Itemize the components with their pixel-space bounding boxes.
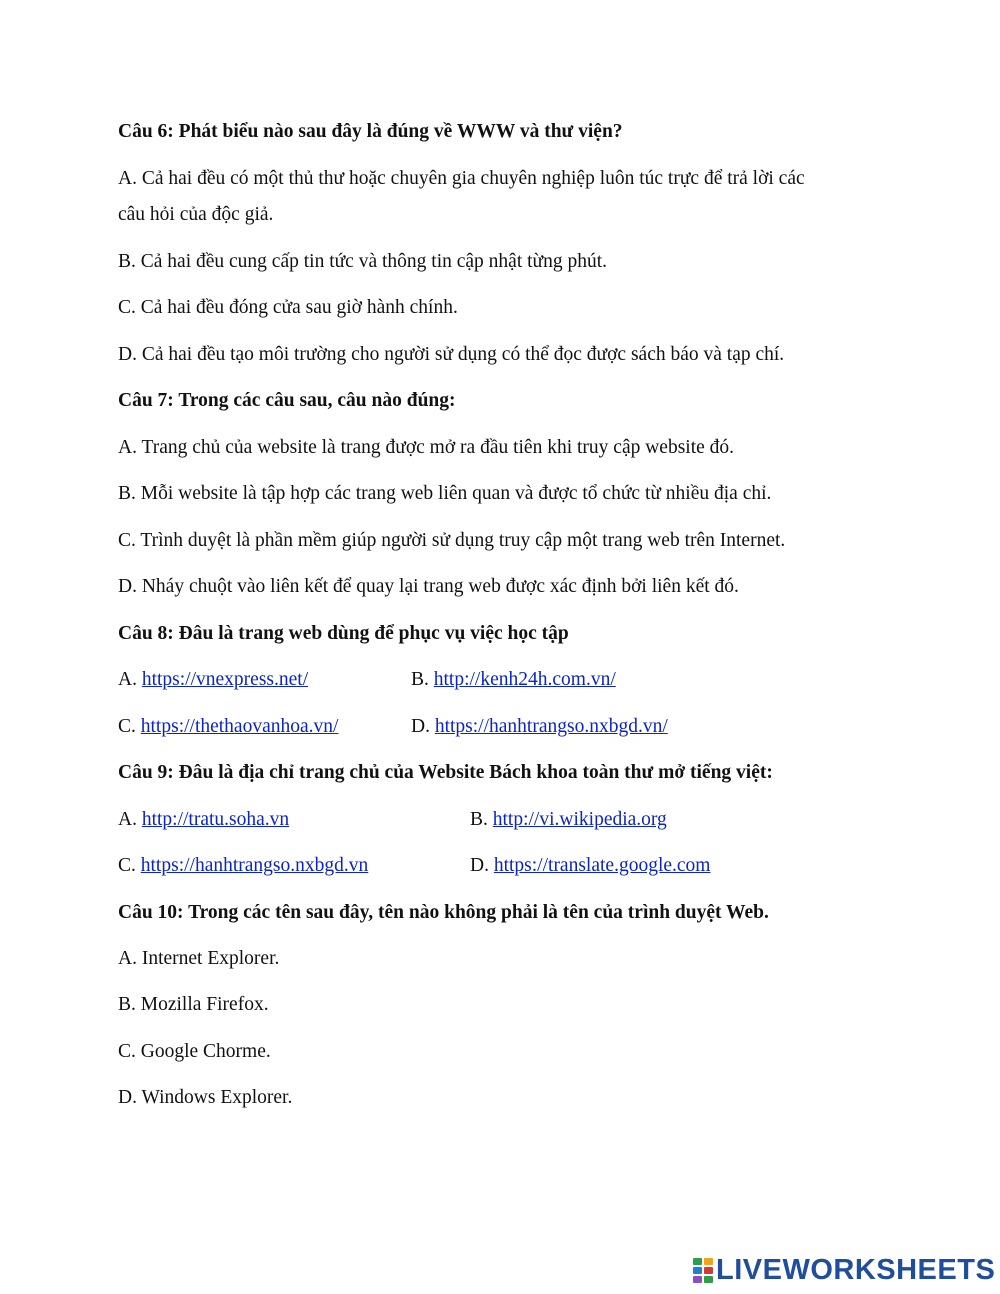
- question-6-option-a-cont: câu hỏi của độc giả.: [118, 204, 274, 225]
- question-9-title: Câu 9: Đâu là địa chỉ trang chủ của Website Bách khoa toàn thư mở tiếng việt:: [118, 762, 773, 783]
- question-8-option-a: [118, 668, 308, 692]
- question-9-option-a: [118, 808, 289, 832]
- question-9-option-b: [470, 808, 667, 832]
- question-6-option-c: C. Cả hai đều đóng cửa sau giờ hành chính.: [118, 297, 458, 318]
- question-7-title: Câu 7: Trong các câu sau, câu nào đúng:: [118, 390, 456, 411]
- option-label: A.: [118, 809, 137, 830]
- question-10-option-a: A. Internet Explorer.: [118, 948, 280, 969]
- question-9-option-d: [470, 854, 710, 878]
- question-6-option-a: A. Cả hai đều có một thủ thư hoặc chuyên gia chuyên nghiệp luôn túc trực để trả lời các: [118, 168, 805, 189]
- question-9-option-c: [118, 854, 368, 878]
- question-10-option-d: D. Windows Explorer.: [118, 1087, 293, 1108]
- question-7-option-c: C. Trình duyệt là phần mềm giúp người sử dụng truy cập một trang web trên Internet.: [118, 530, 786, 551]
- link-hanhtrangso[interactable]: https://hanhtrangso.nxbgd.vn/: [434, 716, 668, 737]
- question-6-title: Câu 6: Phát biểu nào sau đây là đúng về WWW và thư viện?: [118, 121, 623, 142]
- link-tratu-soha[interactable]: http://tratu.soha.vn: [141, 809, 290, 830]
- option-label: B.: [470, 809, 488, 830]
- liveworksheets-logo-text: LIVEWORKSHEETS: [716, 1253, 996, 1286]
- option-label: B.: [411, 669, 429, 690]
- option-label: C.: [118, 716, 136, 737]
- option-label: A.: [118, 669, 137, 690]
- question-8-option-b: [411, 668, 616, 692]
- link-vi-wikipedia[interactable]: http://vi.wikipedia.org: [492, 809, 667, 830]
- question-6-option-b: B. Cả hai đều cung cấp tin tức và thông tin cập nhật từng phút.: [118, 251, 608, 272]
- link-translate-google[interactable]: https://translate.google.com: [493, 855, 711, 876]
- question-7-option-a: A. Trang chủ của website là trang được mở ra đầu tiên khi truy cập website đó.: [118, 437, 735, 458]
- question-8-option-d: [411, 715, 668, 739]
- link-hanhtrangso[interactable]: https://hanhtrangso.nxbgd.vn: [140, 855, 369, 876]
- question-10-title: Câu 10: Trong các tên sau đây, tên nào không phải là tên của trình duyệt Web.: [118, 902, 769, 923]
- option-label: D.: [470, 855, 489, 876]
- question-6-option-d: D. Cả hai đều tạo môi trường cho người sử dụng có thể đọc được sách báo và tạp chí.: [118, 344, 785, 365]
- question-10-option-b: B. Mozilla Firefox.: [118, 994, 269, 1015]
- question-8-option-c: [118, 715, 338, 739]
- question-7-option-b: B. Mỗi website là tập hợp các trang web liên quan và được tổ chức từ nhiều địa chỉ.: [118, 483, 772, 504]
- link-vnexpress[interactable]: https://vnexpress.net/: [141, 669, 309, 690]
- option-label: C.: [118, 855, 136, 876]
- liveworksheets-logo: [692, 1254, 995, 1286]
- option-label: D.: [411, 716, 430, 737]
- liveworksheets-logo-icon: [692, 1256, 714, 1284]
- question-8-title: Câu 8: Đâu là trang web dùng để phục vụ việc học tập: [118, 623, 569, 644]
- question-10-option-c: C. Google Chorme.: [118, 1041, 271, 1062]
- link-thethaovanhoa[interactable]: https://thethaovanhoa.vn/: [140, 716, 339, 737]
- question-7-option-d: D. Nháy chuột vào liên kết để quay lại trang web được xác định bởi liên kết đó.: [118, 576, 739, 597]
- link-kenh24h[interactable]: http://kenh24h.com.vn/: [433, 669, 616, 690]
